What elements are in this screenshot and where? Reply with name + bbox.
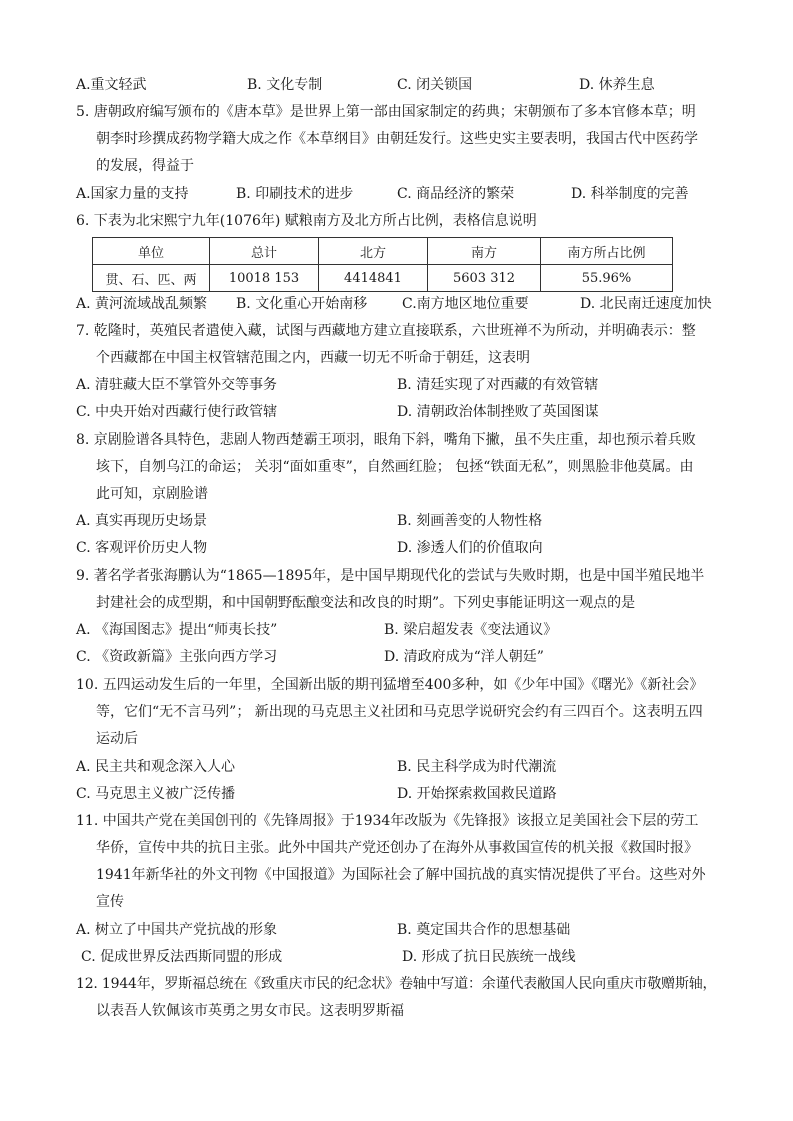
table-header-cell: 单位: [93, 238, 210, 265]
q7-option-a: A. 清驻藏大臣不掌管外交等事务: [76, 377, 278, 393]
q10-option-c: C. 马克思主义被广泛传播: [76, 786, 236, 802]
q7-stem-line: 7. 乾隆时，英殖民者遣使入藏，试图与西藏地方建立直接联系，六世班禅不为所动，并明确表示：整: [76, 323, 696, 339]
q11-option-a: A. 树立了中国共产党抗战的形象: [76, 922, 278, 938]
table-row: [93, 265, 673, 292]
q10-option-a: A. 民主共和观念深入人心: [76, 759, 236, 775]
table-header-cell: 北方: [319, 238, 428, 265]
q5-option-c: C. 商品经济的繁荣: [397, 186, 515, 202]
q4-option-b: B. 文化专制: [247, 77, 323, 93]
table-header-cell: 南方: [428, 238, 541, 265]
q5-stem-line: 5. 唐朝政府编写颁布的《唐本草》是世界上第一部由国家制定的药典；宋朝颁布了多本官修本草；明: [76, 104, 696, 120]
q5-stem-line: 的发展，得益于: [96, 158, 194, 174]
q10-option-b: B. 民主科学成为时代潮流: [397, 759, 557, 775]
q11-stem-line: 1941年新华社的外文刊物《中国报道》为国际社会了解中国抗战的真实情况提供了平台。这些对外: [96, 867, 706, 883]
q10-stem-line: 10. 五四运动发生后的一年里，全国新出版的期刊猛增至400多种，如《少年中国》《曙光》《新社会》: [76, 677, 704, 693]
q8-stem-line: 8. 京剧脸谱各具特色，悲剧人物西楚霸王项羽，眼角下斜，嘴角下撇，虽不失庄重，却也预示着兵败: [76, 432, 696, 448]
q11-stem-line: 11. 中国共产党在美国创刊的《先锋周报》于1934年改版为《先锋报》该报立足美国社会下层的劳工: [76, 813, 699, 829]
q11-option-c: C. 促成世界反法西斯同盟的形成: [81, 949, 283, 965]
q6-stem: 6. 下表为北宋熙宁九年(1076年) 赋粮南方及北方所占比例，表格信息说明: [76, 213, 537, 229]
q4-option-d: D. 休养生息: [579, 77, 655, 93]
q8-stem-line: 此可知，京剧脸谱: [96, 486, 208, 502]
q6-option-d: D. 北民南迁速度加快: [580, 296, 712, 312]
q10-option-d: D. 开始探索救国救民道路: [397, 786, 557, 802]
q11-option-d: D. 形成了抗日民族统一战线: [402, 949, 576, 965]
q9-stem-line: 封建社会的成型期，和中国朝野酝酿变法和改良的时期”。下列史事能证明这一观点的是: [96, 595, 636, 611]
q8-option-b: B. 刻画善变的人物性格: [397, 513, 543, 529]
table-header-cell: 总计: [210, 238, 319, 265]
q7-option-c: C. 中央开始对西藏行使行政管辖: [76, 404, 278, 420]
table-cell: 10018 153: [210, 265, 319, 292]
q11-stem-line: 宣传: [96, 894, 124, 910]
q6-option-b: B. 文化重心开始南移: [236, 296, 368, 312]
q9-option-d: D. 清政府成为“洋人朝廷”: [384, 649, 544, 665]
q12-stem-line: 以表吾人钦佩该市英勇之男女市民。这表明罗斯福: [96, 1003, 404, 1019]
q6-data-table: [92, 237, 673, 292]
table-cell: 贯、石、匹、两: [93, 265, 210, 292]
q10-stem-line: 等，它们“无不言马列”； 新出现的马克思主义社团和马克思学说研究会约有三四百个。这表明五四: [96, 704, 703, 720]
q5-option-a: A.国家力量的支持: [76, 186, 189, 202]
table-header-row: [93, 238, 673, 265]
q11-option-b: B. 奠定国共合作的思想基础: [397, 922, 571, 938]
table-cell: 55.96%: [541, 265, 673, 292]
q7-option-b: B. 清廷实现了对西藏的有效管辖: [397, 377, 599, 393]
q12-stem-line: 12. 1944年，罗斯福总统在《致重庆市民的纪念状》卷轴中写道：余谨代表敝国人民向重庆市敬赠斯轴，: [76, 976, 717, 992]
q10-stem-line: 运动后: [96, 731, 138, 747]
q8-option-a: A. 真实再现历史场景: [76, 513, 208, 529]
q8-option-d: D. 渗透人们的价值取向: [397, 540, 543, 556]
q5-option-d: D. 科举制度的完善: [571, 186, 689, 202]
q11-stem-line: 华侨，宣传中共的抗日主张。此外中国共产党还创办了在海外从事救国宣传的机关报《救国时报》: [96, 840, 698, 856]
q9-option-b: B. 梁启超发表《变法通议》: [384, 622, 558, 638]
q7-stem-line: 个西藏都在中国主权管辖范围之内，西藏一切无不听命于朝廷，这表明: [96, 350, 530, 366]
q6-option-c: C.南方地区地位重要: [402, 296, 529, 312]
q9-option-a: A. 《海国图志》提出“师夷长技”: [76, 622, 278, 638]
table-cell: 4414841: [319, 265, 428, 292]
q8-option-c: C. 客观评价历史人物: [76, 540, 208, 556]
q5-stem-line: 朝李时珍撰成药物学籍大成之作《本草纲目》由朝廷发行。这些史实主要表明，我国古代中医药学: [96, 131, 698, 147]
table-cell: 5603 312: [428, 265, 541, 292]
q7-option-d: D. 清朝政治体制挫败了英国图谋: [397, 404, 599, 420]
q5-option-b: B. 印刷技术的进步: [236, 186, 354, 202]
q9-option-c: C. 《资政新篇》主张向西方学习: [76, 649, 278, 665]
q4-option-c: C. 闭关锁国: [397, 77, 473, 93]
q4-option-a: A.重文轻武: [76, 77, 147, 93]
q6-option-a: A. 黄河流域战乱频繁: [76, 296, 208, 312]
q9-stem-line: 9. 著名学者张海鹏认为“1865—1895年，是中国早期现代化的尝试与失败时期，也是中国半殖民地半: [76, 568, 705, 584]
q8-stem-line: 垓下，自刎乌江的命运； 关羽“面如重枣”，自然画红脸； 包拯“铁面无私”，则黑脸非他莫属。由: [96, 459, 694, 475]
table-header-cell: 南方所占比例: [541, 238, 673, 265]
